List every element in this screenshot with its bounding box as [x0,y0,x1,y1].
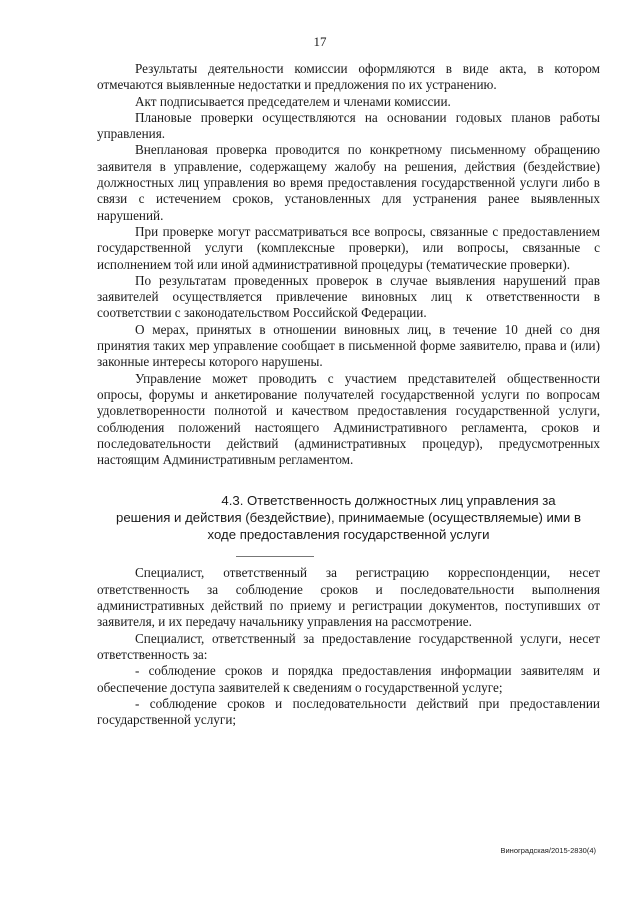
section-heading-line: ходе предоставления государственной услуги [207,527,490,543]
document-body [97,61,600,728]
list-item: - соблюдение сроков и последовательности действий при предоставлении государственной услуги; [97,695,600,728]
divider [236,556,314,557]
paragraph: Плановые проверки осуществляются на основании годовых планов работы управления. [97,109,600,142]
document-code: Виноградская/2015-2830(4) [500,846,596,855]
list-item: - соблюдение сроков и порядка предоставления информации заявителям и обеспечение доступа заявителей к сведениям о государственной услуге; [97,663,600,695]
paragraph: Акт подписывается председателем и членами комиссии. [135,93,451,109]
paragraph: Специалист, ответственный за предоставление государственной услуги, несет ответственность за: [97,630,600,662]
paragraph: При проверке могут рассматриваться все вопросы, связанные с предоставлением государственной услуги (комплексные проверки), или вопросы, связанные с исполнением той или иной административной процедуры (тематические проверки). [97,223,600,272]
paragraph: Специалист, ответственный за регистрацию корреспонденции, несет ответственность за соблюдение сроков и последовательности выполнения административных действий по приему и регистрации документов, поступивших от заявителя, и их передачу начальнику управления на рассмотрение. [97,565,600,630]
section-heading-line: решения и действия (бездействие), принимаемые (осуществляемые) ими в [116,510,581,526]
paragraph: По результатам проведенных проверок в случае выявления нарушений прав заявителей осуществляется привлечение виновных лиц к ответственности в соответствии с законодательством Российской Федерации. [97,272,600,321]
section-heading-line: 4.3. Ответственность должностных лиц управления за [221,493,556,509]
paragraph: Результаты деятельности комиссии оформляются в виде акта, в котором отмечаются выявленные недостатки и предложения по их устранению. [97,61,600,93]
paragraph: Управление может проводить с участием представителей общественности опросы, форумы и анкетирование получателей государственной услуги по вопросам удовлетворенности полнотой и качеством предоставления государственной услуги, соблюдения положений настоящего Административного регламента, сроков и последовательности действий (административных процедур), предусмотренных настоящим Административным регламентом. [97,370,600,468]
page-number: 17 [313,34,327,49]
section-heading [97,492,600,543]
paragraph: О мерах, принятых в отношении виновных лиц, в течение 10 дней со дня принятия таких мер управление сообщает в письменной форме заявителю, права и (или) законные интересы которого нарушены. [97,321,600,370]
paragraph: Внеплановая проверка проводится по конкретному письменному обращению заявителя в управление, содержащему жалобу на решения, действия (бездействие) должностных лиц управления во время предоставления государственной услуги либо в связи с истечением сроков, установленных для устранения ранее выявленных нарушений. [97,142,600,223]
